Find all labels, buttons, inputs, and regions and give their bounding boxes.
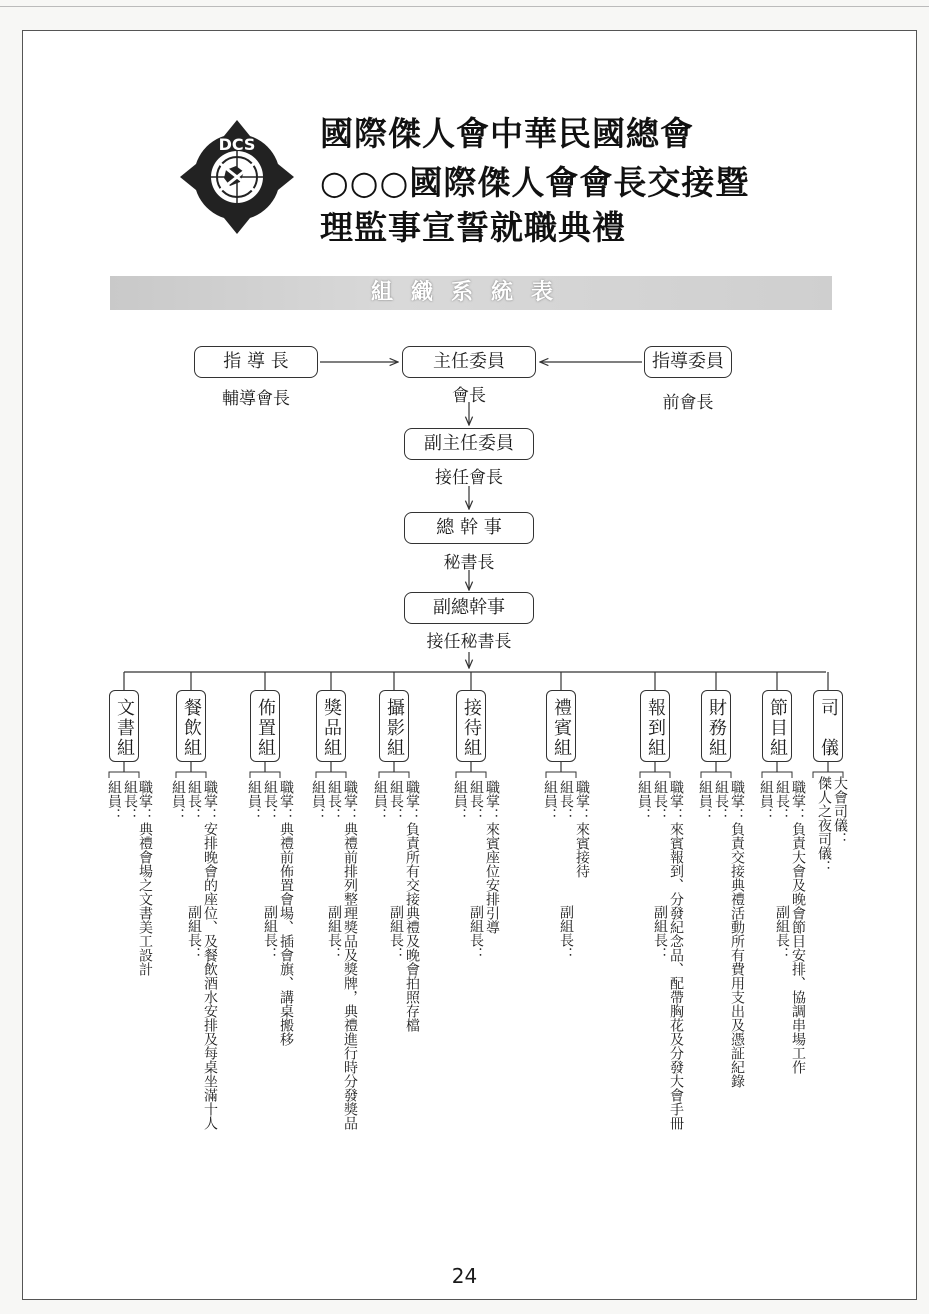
group-box-6: 禮賓組: [546, 690, 576, 762]
group-duty: 職掌：典禮會場之文書美工設計: [137, 780, 153, 976]
vice-secretary-box: [404, 592, 534, 624]
group-duty: 職掌：典禮前排列整理獎品及獎牌，典禮進行時分發獎品: [342, 780, 358, 1130]
group-leader: 組長：: [388, 780, 404, 822]
vice-chair-title: 副主任委員: [424, 433, 514, 454]
group-bracket: [109, 772, 139, 778]
group-bracket: [546, 772, 576, 778]
guide-title: 指 導 長: [223, 351, 289, 372]
group-bracket: [176, 772, 206, 778]
chair-box: [402, 346, 536, 378]
title-line-2: ○○○國際傑人會會長交接暨: [320, 163, 750, 202]
group-vice-leader: 副組長：: [326, 905, 342, 961]
group-leader: 組長：: [326, 780, 342, 822]
group-bracket: [762, 772, 792, 778]
group-members: 組員：: [758, 780, 774, 822]
emcee-line-2: 傑人之夜司儀：: [816, 776, 832, 874]
chair-title: 主任委員: [433, 351, 505, 372]
group-vice-leader: 副組長：: [468, 905, 484, 961]
group-members: 組員：: [106, 780, 122, 822]
guide-box: [194, 346, 318, 378]
group-members: 組員：: [697, 780, 713, 822]
group-vice-leader: 副組長：: [558, 905, 574, 961]
group-box-3: 獎品組: [316, 690, 346, 762]
group-duty: 職掌：來賓報到、分發紀念品、配帶胸花及分發大會手冊: [668, 780, 684, 1130]
vice-secretary-subtitle: 接任秘書長: [426, 632, 512, 652]
group-members: 組員：: [170, 780, 186, 822]
secretary-subtitle: 秘書長: [443, 553, 495, 573]
group-leader: 組長：: [774, 780, 790, 822]
group-box-8: 財務組: [701, 690, 731, 762]
group-bracket: [316, 772, 346, 778]
group-box-5: 接待組: [456, 690, 486, 762]
vice-secretary-title: 副總幹事: [433, 597, 505, 618]
group-members: 組員：: [246, 780, 262, 822]
group-leader: 組長：: [713, 780, 729, 822]
group-leader: 組長：: [186, 780, 202, 822]
group-box-4: 攝影組: [379, 690, 409, 762]
logo-text: DCS: [218, 135, 256, 154]
chair-subtitle: 會長: [452, 386, 486, 406]
title-line-1: 國際傑人會中華民國總會: [320, 114, 694, 153]
group-vice-leader: 副組長：: [262, 905, 278, 961]
group-duty: 職掌：來賓接待: [574, 780, 590, 878]
group-box-9: 節目組: [762, 690, 792, 762]
group-vice-leader: 副組長：: [774, 905, 790, 961]
group-vice-leader: 副組長：: [388, 905, 404, 961]
group-bracket: [701, 772, 731, 778]
emcee-line-1: 大會司儀：: [832, 776, 848, 846]
group-box-1: 餐飲組: [176, 690, 206, 762]
group-duty: 職掌：安排晚會的座位、及餐飲酒水安排及每桌坐滿十人: [202, 780, 218, 1130]
group-bracket: [640, 772, 670, 778]
page-number: 24: [451, 1264, 478, 1288]
group-members: 組員：: [310, 780, 326, 822]
group-leader: 組長：: [262, 780, 278, 822]
secretary-title: 總 幹 事: [436, 517, 502, 538]
group-box-7: 報到組: [640, 690, 670, 762]
vice-chair-subtitle: 接任會長: [435, 468, 503, 488]
group-members: 組員：: [636, 780, 652, 822]
group-duty: 職掌：負責所有交接典禮及晚會拍照存檔: [404, 780, 420, 1032]
group-vice-leader: 副組長：: [186, 905, 202, 961]
group-leader: 組長：: [558, 780, 574, 822]
group-members: 組員：: [542, 780, 558, 822]
guide-subtitle: 輔導會長: [222, 389, 290, 409]
secretary-box: [404, 512, 534, 544]
vice-chair-box: [404, 428, 534, 460]
group-duty: 職掌：負責交接典禮活動所有費用支出及憑証紀錄: [729, 780, 745, 1088]
group-leader: 組長：: [652, 780, 668, 822]
group-vice-leader: 副組長：: [652, 905, 668, 961]
advisor-title: 指導委員: [652, 351, 724, 372]
group-members: 組員：: [372, 780, 388, 822]
group-box-2: 佈置組: [250, 690, 280, 762]
title-line-3: 理監事宣誓就職典禮: [320, 208, 626, 247]
group-bracket: [379, 772, 409, 778]
emcee-box: 司 儀: [813, 690, 843, 762]
group-leader: 組長：: [122, 780, 138, 822]
banner-title: 組織系統表: [370, 280, 571, 305]
group-bracket: [456, 772, 486, 778]
group-duty: 職掌：負責大會及晚會節目安排、協調串場工作: [790, 780, 806, 1074]
advisor-subtitle: 前會長: [662, 393, 714, 413]
group-box-0: 文書組: [109, 690, 139, 762]
group-duty: 職掌：來賓座位安排引導: [484, 780, 500, 934]
group-leader: 組長：: [468, 780, 484, 822]
group-duty: 職掌：典禮前佈置會場、插會旗、講桌搬移: [278, 780, 294, 1046]
advisor-box: [644, 346, 732, 378]
group-bracket: [250, 772, 280, 778]
group-members: 組員：: [452, 780, 468, 822]
